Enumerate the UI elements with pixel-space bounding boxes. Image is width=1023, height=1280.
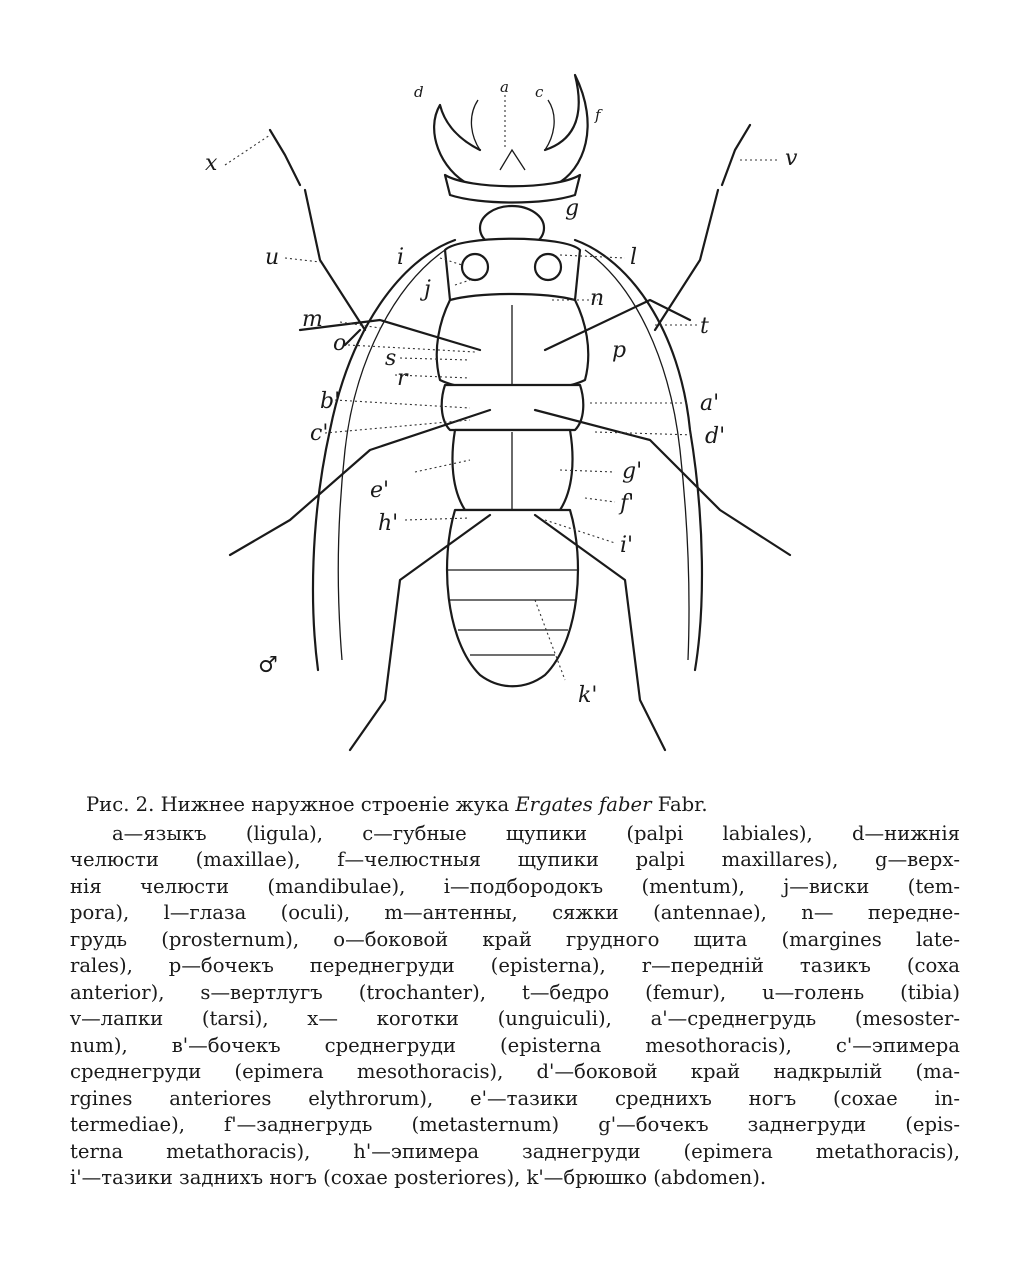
label-s: s xyxy=(385,346,397,371)
caption-line: v—лапки (tarsi), x— коготки (unguiculi), a'—среднегрудь (mesoster- xyxy=(70,1007,960,1030)
label-p: p xyxy=(612,338,627,363)
label-l-right: l xyxy=(630,245,638,270)
ligula xyxy=(500,150,525,170)
caption-line: termediae), f'—заднегрудь (metasternum) g'—бочекъ заднегруди (epis- xyxy=(70,1113,960,1136)
caption-line: num), в'—бочекъ среднегруди (episterna mesothoracis), c'—эпимера xyxy=(70,1033,960,1057)
caption-line: грудь (prosternum), o—боковой край грудного щита (margines late- xyxy=(70,927,960,951)
label-d: d xyxy=(414,83,424,101)
caption-line: terna metathoracis), h'—эпимера заднегруди (epimera metathoracis), xyxy=(70,1139,960,1163)
label-j: j xyxy=(424,277,431,302)
maxillary-palp-right xyxy=(545,100,554,150)
mesothorax xyxy=(442,385,584,430)
label-m: m xyxy=(302,307,323,332)
caption-line: rgines anteriores elythrorum), e'—тазики среднихъ ногъ (coxae in- xyxy=(70,1086,960,1110)
caption-title xyxy=(70,792,960,819)
label-i-prime: i' xyxy=(620,533,634,558)
male-symbol: ♂ xyxy=(258,653,278,678)
label-k-prime: k' xyxy=(578,683,598,708)
maxillary-palp-left xyxy=(471,100,480,150)
caption-line: rales), p—бочекъ переднегруди (episterna), r—передній тазикъ (coxa xyxy=(70,954,960,977)
abdomen xyxy=(447,510,578,686)
label-e-prime: e' xyxy=(370,478,390,503)
eye-left xyxy=(462,254,488,280)
antenna-left xyxy=(270,130,365,330)
label-v: v xyxy=(785,146,798,171)
label-u: u xyxy=(265,245,280,270)
label-o: o xyxy=(333,331,347,356)
label-a-prime: a' xyxy=(700,391,720,416)
label-a: a xyxy=(500,78,509,96)
caption-species: Ergates faber xyxy=(515,793,652,816)
mandible-right xyxy=(545,75,588,185)
label-f-prime: f' xyxy=(620,491,635,516)
caption-title-prefix: Рис. 2. Нижнее наружное строеніе жука xyxy=(86,793,516,816)
label-f: f xyxy=(595,106,601,124)
label-i: i xyxy=(397,245,405,270)
caption-line: челюсти (maxillae), f—челюстныя щупики palpi maxillares), g—верх- xyxy=(70,848,960,871)
caption-line: pora), l—глаза (oculi), m—антенны, сяжки (antennae), n— передне- xyxy=(70,901,960,924)
antenna-right xyxy=(655,125,750,330)
caption-line: anterior), s—вертлугъ (trochanter), t—бедро (femur), u—голень (tibia) xyxy=(70,980,960,1004)
label-n: n xyxy=(590,286,605,311)
caption-line: нія челюсти (mandibulae), i—подбородокъ (mentum), j—виски (tem- xyxy=(70,874,960,898)
label-c-prime: c' xyxy=(310,421,329,446)
label-t: t xyxy=(700,314,709,339)
figure-caption xyxy=(70,792,960,1192)
labium xyxy=(445,175,580,203)
label-g-prime: g' xyxy=(622,459,643,484)
eye-right xyxy=(535,254,561,280)
caption-legend xyxy=(70,821,960,1192)
label-g: g xyxy=(565,196,580,221)
label-d-prime: d' xyxy=(705,424,726,449)
mandible-left xyxy=(434,105,480,185)
label-c: c xyxy=(535,83,544,101)
label-h-prime: h' xyxy=(378,511,399,536)
caption-line: a—языкъ (ligula), c—губные щупики (palpi labiales), d—нижнія xyxy=(112,821,960,845)
caption-title-suffix: Fabr. xyxy=(651,793,708,816)
label-b-prime: b' xyxy=(320,389,341,414)
label-x: x xyxy=(205,151,218,176)
label-r: r xyxy=(397,366,408,391)
caption-line: среднегруди (epimera mesothoracis), d'—боковой край надкрылій (ma- xyxy=(70,1060,960,1083)
caption-line: i'—тазики заднихъ ногъ (coxae posteriores), k'—брюшко (abdomen). xyxy=(70,1166,767,1189)
